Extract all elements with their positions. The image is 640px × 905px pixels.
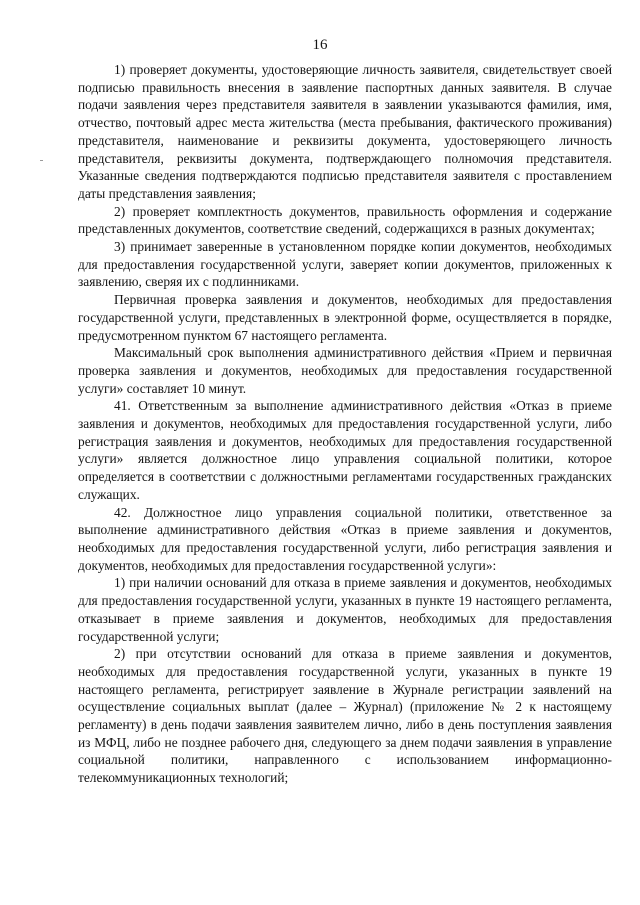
paragraph-max-duration: Максимальный срок выполнения административного действия «Прием и первичная проверка заявления и документов, необходимых для предоставления государственной услуги» составляет 10 минут. [78, 345, 612, 396]
paragraph-item-2: 2) проверяет комплектность документов, правильность оформления и содержание представленных документов, соответствие сведений, содержащихся в разных документах; [78, 203, 612, 237]
paragraph-section-42: 42. Должностное лицо управления социальной политики, ответственное за выполнение административного действия «Отказ в приеме заявления и документов, необходимых для предоставления государственной услуги, либо регистрация заявления и документов, необходимых для предоставления государственной услуги»: [78, 504, 612, 573]
paragraph-item-1: 1) проверяет документы, удостоверяющие личность заявителя, свидетельствует своей подписью правильность внесения в заявление паспортных данных заявителя. В случае подачи заявления через представителя заявителя в заявлении указываются фамилия, имя, отчество, почтовый адрес места жительства (места пребывания, фактического проживания) представителя, наименование и реквизиты документа, удостоверяющего личность представителя, реквизиты документа, подтверждающего полномочия представителя. Указанные сведения подтверждаются подписью представителя заявителя с проставлением даты представления заявления; [78, 62, 612, 201]
document-body [78, 61, 612, 787]
paragraph-refusal-item-1: 1) при наличии оснований для отказа в приеме заявления и документов, необходимых для предоставления государственной услуги, указанных в пункте 19 настоящего регламента, отказывает в приеме заявления и документов, необходимых для предоставления государственной услуги; [78, 575, 612, 644]
paragraph-section-41: 41. Ответственным за выполнение административного действия «Отказ в приеме заявления и документов, необходимых для предоставления государственной услуги, либо регистрация заявления и документов, необходимых для предоставления государственной услуги» является должностное лицо управления социальной политики, которое определяется в соответствии с должностными регламентами государственных гражданских служащих. [78, 398, 612, 502]
paragraph-item-3: 3) принимает заверенные в установленном порядке копии документов, необходимых для предоставления государственной услуги, заверяет копии документов, приложенных к заявлению, сверяя их с подлинниками. [78, 239, 612, 290]
paragraph-primary-check: Первичная проверка заявления и документов, необходимых для предоставления государственной услуги, представленных в электронной форме, осуществляется в порядке, предусмотренном пунктом 67 настоящего регламента. [78, 292, 612, 343]
margin-mark [40, 160, 43, 161]
page-number: 16 [312, 37, 328, 53]
paragraph-registration-item-2: 2) при отсутствии оснований для отказа в приеме заявления и документов, необходимых для предоставления государственной услуги, указанных в пункте 19 настоящего регламента, регистрирует заявление в Журнале регистрации заявлений на осуществление социальных выплат (далее – Журнал) (приложение № 2 к настоящему регламенту) в день подачи заявления заявителем лично, либо в день поступления заявления из МФЦ, либо не позднее рабочего дня, следующего за днем подачи заявления в управление социальной политики, направленного с использованием информационно-телекоммуникационных технологий; [78, 646, 612, 786]
